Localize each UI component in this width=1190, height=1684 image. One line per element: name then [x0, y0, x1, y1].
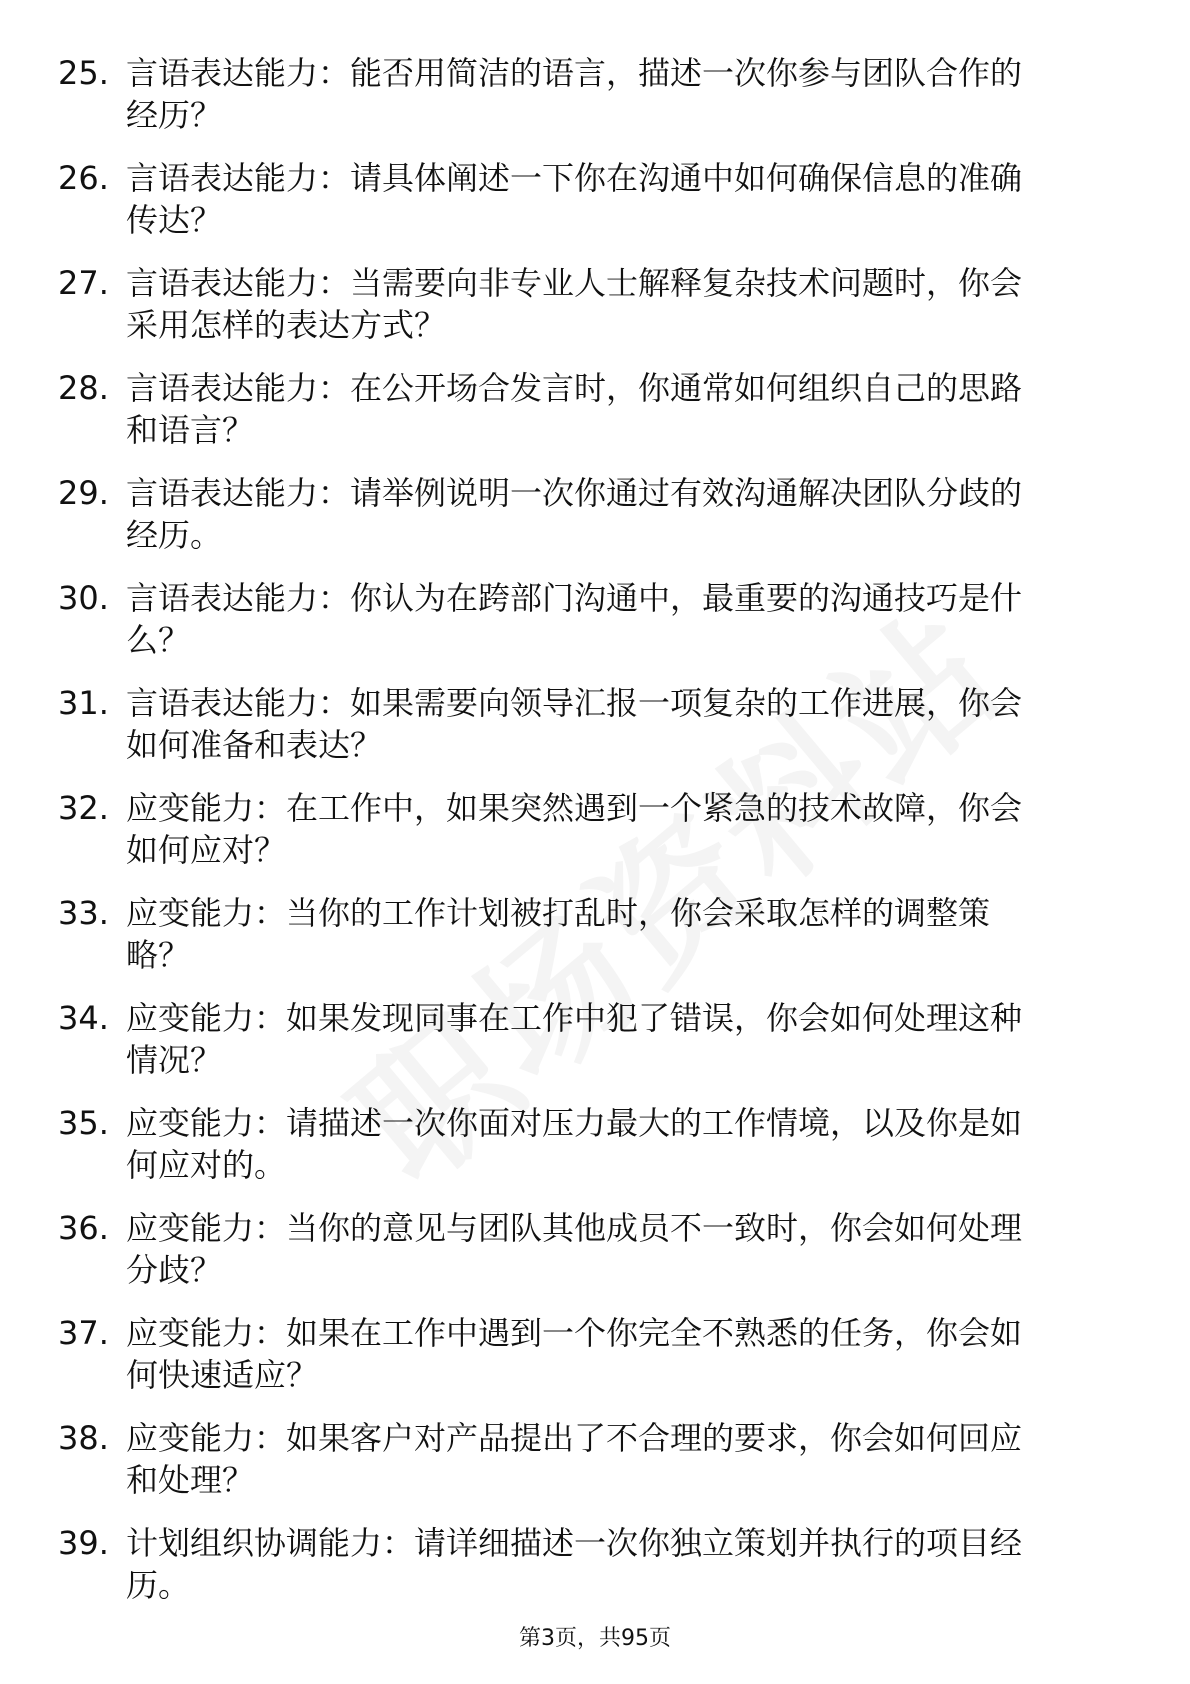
- question-category: 应变能力：: [126, 1314, 287, 1352]
- question-number: 30.: [58, 579, 109, 617]
- question-category: 言语表达能力：: [126, 579, 351, 617]
- question-category: 应变能力：: [126, 1419, 287, 1457]
- question-item: [0, 892, 1190, 997]
- question-category: 言语表达能力：: [126, 264, 351, 302]
- question-number: 25.: [58, 54, 109, 92]
- question-line-1: 当你的意见与团队其他成员不一致时，你会如何处理: [286, 1209, 1023, 1247]
- question-text: [126, 997, 1116, 1081]
- question-line-1: 请详细描述一次你独立策划并执行的项目经: [414, 1524, 1023, 1562]
- question-line-1: 在公开场合发言时，你通常如何组织自己的思路: [350, 369, 1023, 407]
- question-list: [0, 52, 1190, 1627]
- question-text: [126, 892, 1116, 976]
- question-text: [126, 262, 1116, 346]
- question-item: [0, 787, 1190, 892]
- question-line-1: 能否用简洁的语言，描述一次你参与团队合作的: [350, 54, 1023, 92]
- question-category: 计划组织协调能力：: [126, 1524, 415, 1562]
- question-item: [0, 1102, 1190, 1207]
- question-text: [126, 1522, 1116, 1606]
- question-line-1: 如果在工作中遇到一个你完全不熟悉的任务，你会如: [286, 1314, 1023, 1352]
- question-number: 32.: [58, 789, 109, 827]
- question-item: [0, 682, 1190, 787]
- question-number: 35.: [58, 1104, 109, 1142]
- question-line-1: 当你的工作计划被打乱时，你会采取怎样的调整策: [286, 894, 991, 932]
- question-line-2: 何快速适应？: [126, 1356, 319, 1394]
- question-text: [126, 577, 1116, 661]
- page-footer: 第3页，共95页: [519, 1626, 671, 1651]
- question-text: [126, 787, 1116, 871]
- question-number: 31.: [58, 684, 109, 722]
- question-category: 言语表达能力：: [126, 474, 351, 512]
- question-item: [0, 997, 1190, 1102]
- question-number: 37.: [58, 1314, 109, 1352]
- question-line-1: 如果客户对产品提出了不合理的要求，你会如何回应: [286, 1419, 1023, 1457]
- question-category: 应变能力：: [126, 999, 287, 1037]
- question-line-2: 传达？: [126, 201, 223, 239]
- question-number: 33.: [58, 894, 109, 932]
- question-text: [126, 682, 1116, 766]
- question-number: 36.: [58, 1209, 109, 1247]
- question-line-2: 如何准备和表达？: [126, 726, 383, 764]
- question-line-1: 如果发现同事在工作中犯了错误，你会如何处理这种: [286, 999, 1023, 1037]
- question-line-2: 经历。: [126, 516, 223, 554]
- question-line-1: 请描述一次你面对压力最大的工作情境，以及你是如: [286, 1104, 1023, 1142]
- question-category: 应变能力：: [126, 1209, 287, 1247]
- question-line-2: 和语言？: [126, 411, 255, 449]
- question-line-2: 情况？: [126, 1041, 223, 1079]
- question-item: [0, 1312, 1190, 1417]
- question-text: [126, 367, 1116, 451]
- question-category: 言语表达能力：: [126, 369, 351, 407]
- question-item: [0, 262, 1190, 367]
- question-line-2: 经历？: [126, 96, 223, 134]
- question-text: [126, 1312, 1116, 1396]
- question-item: [0, 157, 1190, 262]
- question-number: 27.: [58, 264, 109, 302]
- question-line-2: 略？: [126, 936, 191, 974]
- question-text: [126, 1417, 1116, 1501]
- question-line-1: 请举例说明一次你通过有效沟通解决团队分歧的: [350, 474, 1023, 512]
- question-number: 39.: [58, 1524, 109, 1562]
- question-category: 应变能力：: [126, 894, 287, 932]
- question-line-2: 分歧？: [126, 1251, 223, 1289]
- question-number: 29.: [58, 474, 109, 512]
- question-line-1: 当需要向非专业人士解释复杂技术问题时，你会: [350, 264, 1023, 302]
- question-line-1: 你认为在跨部门沟通中，最重要的沟通技巧是什: [350, 579, 1023, 617]
- question-category: 应变能力：: [126, 1104, 287, 1142]
- question-category: 言语表达能力：: [126, 54, 351, 92]
- question-line-2: 历。: [126, 1566, 191, 1604]
- question-item: [0, 1417, 1190, 1522]
- question-number: 34.: [58, 999, 109, 1037]
- question-item: [0, 1207, 1190, 1312]
- question-text: [126, 472, 1116, 556]
- question-item: [0, 472, 1190, 577]
- question-number: 38.: [58, 1419, 109, 1457]
- question-text: [126, 157, 1116, 241]
- question-line-2: 么？: [126, 621, 191, 659]
- question-line-2: 和处理？: [126, 1461, 255, 1499]
- question-line-1: 请具体阐述一下你在沟通中如何确保信息的准确: [350, 159, 1023, 197]
- question-item: [0, 577, 1190, 682]
- question-category: 言语表达能力：: [126, 159, 351, 197]
- question-number: 26.: [58, 159, 109, 197]
- question-line-2: 采用怎样的表达方式？: [126, 306, 447, 344]
- question-item: [0, 1522, 1190, 1627]
- question-line-1: 如果需要向领导汇报一项复杂的工作进展，你会: [350, 684, 1023, 722]
- question-line-1: 在工作中，如果突然遇到一个紧急的技术故障，你会: [286, 789, 1023, 827]
- question-text: [126, 1207, 1116, 1291]
- question-category: 言语表达能力：: [126, 684, 351, 722]
- question-text: [126, 52, 1116, 136]
- question-item: [0, 367, 1190, 472]
- question-line-2: 如何应对？: [126, 831, 287, 869]
- question-number: 28.: [58, 369, 109, 407]
- question-line-2: 何应对的。: [126, 1146, 287, 1184]
- question-text: [126, 1102, 1116, 1186]
- question-item: [0, 52, 1190, 157]
- question-category: 应变能力：: [126, 789, 287, 827]
